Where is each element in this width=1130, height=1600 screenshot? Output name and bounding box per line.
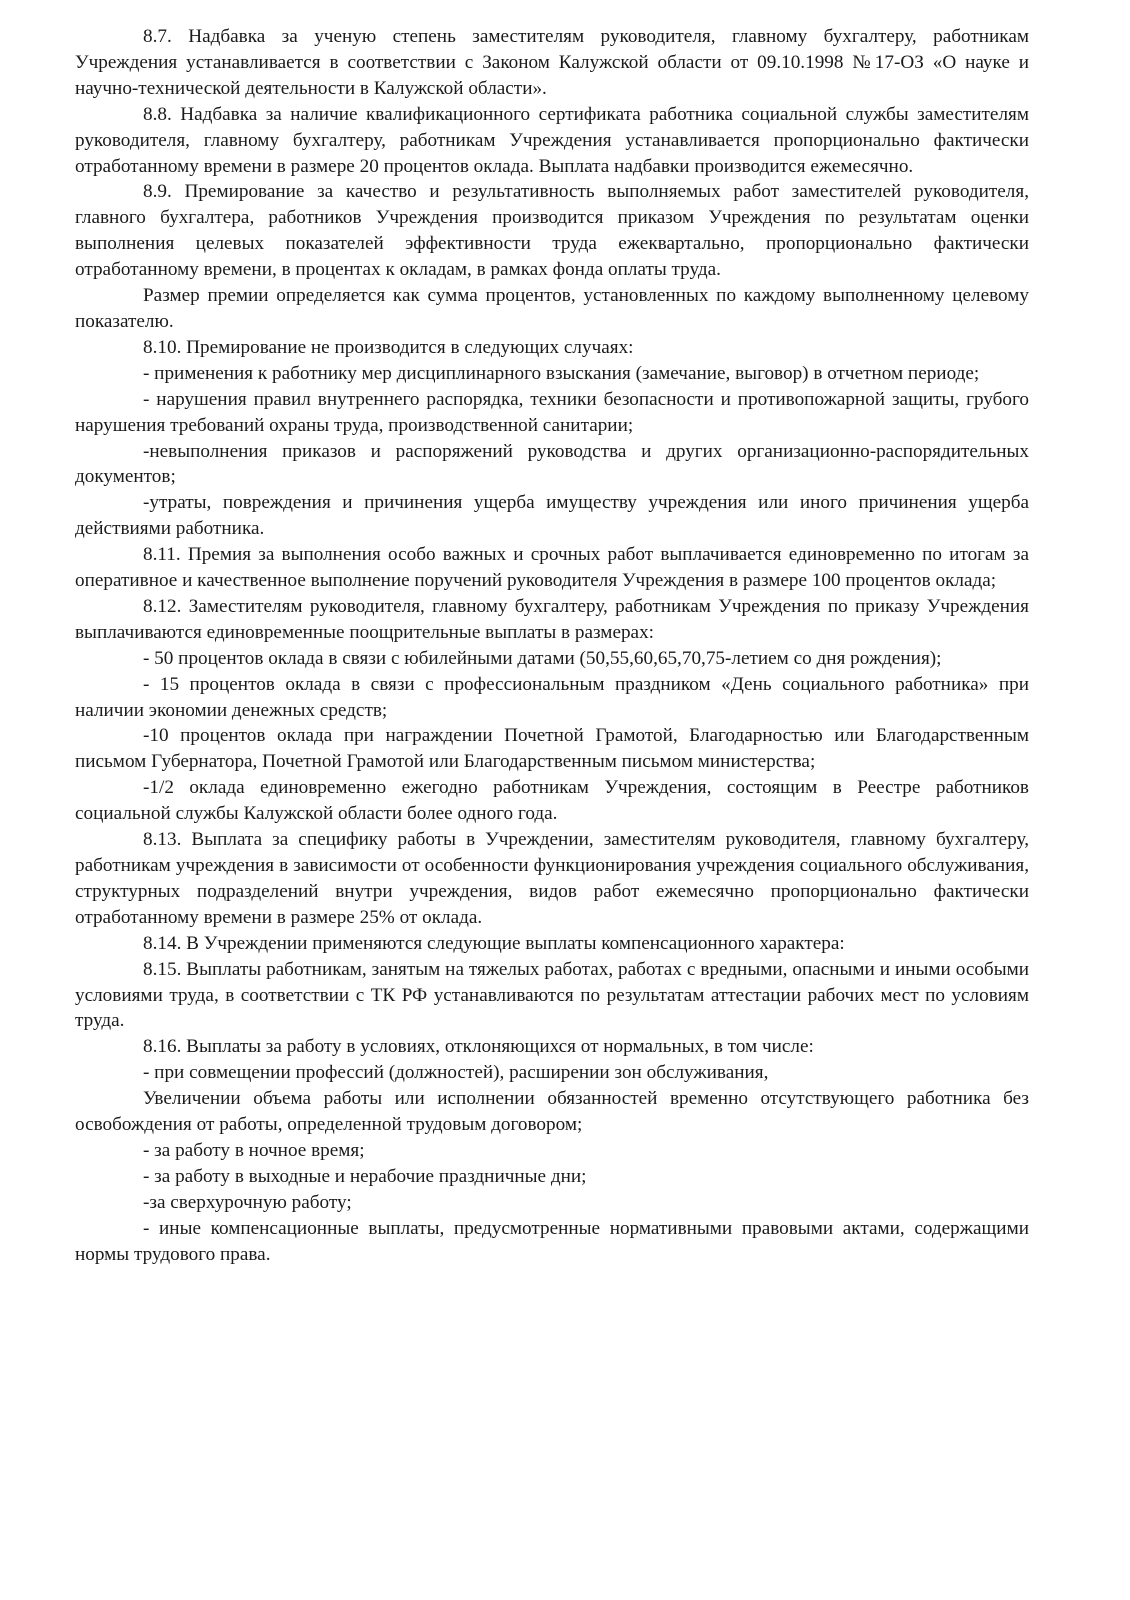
paragraph-8-7: 8.7. Надбавка за ученую степень заместителям руководителя, главному бухгалтеру, работникам Учреждения устанавливается в соответствии с Законом Калужской области от 09.10.1998 №17-ОЗ «О науке и научно-технической деятельности в Калужской области». (75, 26, 1029, 99)
list-item: Увеличении объема работы или исполнении обязанностей временно отсутствующего работника без освобождения от работы, определенной трудовым договором; (75, 1088, 1029, 1136)
list-item: - иные компенсационные выплаты, предусмотренные нормативными правовыми актами, содержащими нормы трудового права. (75, 1217, 1029, 1265)
paragraph-bonus-size: Размер премии определяется как сумма процентов, установленных по каждому выполненному целевому показателю. (75, 285, 1029, 332)
paragraph-8-11: 8.11. Премия за выполнения особо важных и срочных работ выплачивается единовременно по итогам за оперативное и качественное выполнение поручений руководителя Учреждения в размере 100 процентов оклада; (75, 544, 1029, 592)
document-page (75, 24, 1029, 1268)
list-item: - нарушения правил внутреннего распорядка, техники безопасности и противопожарной защиты, грубого нарушения требований охраны труда, производственной санитарии; (75, 388, 1029, 436)
list-item: -10 процентов оклада при награждении Почетной Грамотой, Благодарностью или Благодарственным письмом Губернатора, Почетной Грамотой или Благодарственным письмом министерства; (75, 725, 1029, 773)
list-item: - 50 процентов оклада в связи с юбилейными датами (50,55,60,65,70,75-летием со дня рождения); (143, 647, 942, 669)
list-item: - применения к работнику мер дисциплинарного взыскания (замечание, выговор) в отчетном периоде; (143, 362, 980, 384)
list-item: -утраты, повреждения и причинения ущерба имуществу учреждения или иного причинения ущерба действиями работника. (75, 492, 1029, 540)
list-item: - при совмещении профессий (должностей), расширении зон обслуживания, (143, 1062, 769, 1084)
paragraph-8-14: 8.14. В Учреждении применяются следующие выплаты компенсационного характера: (143, 932, 845, 954)
paragraph-8-8: 8.8. Надбавка за наличие квалификационного сертификата работника социальной службы заместителям руководителя, главному бухгалтеру, работникам Учреждения устанавливается пропорционально фактически отработанному времени в размере 20 процентов оклада. Выплата надбавки производится ежемесячно. (75, 103, 1029, 177)
paragraph-8-16: 8.16. Выплаты за работу в условиях, отклоняющихся от нормальных, в том числе: (143, 1036, 814, 1058)
paragraph-8-9: 8.9. Премирование за качество и результативность выполняемых работ заместителей руководителя, главного бухгалтера, работников Учреждения производится приказом Учреждения по результатам оценки выполнения целевых показателей эффективности труда ежеквартально, пропорционально фактически отработанному времени, в процентах к окладам, в рамках фонда оплаты труда. (75, 181, 1029, 281)
paragraph-8-15: 8.15. Выплаты работникам, занятым на тяжелых работах, работах с вредными, опасными и иными особыми условиями труда, в соответствии с ТК РФ устанавливаются по результатам аттестации рабочих мест по условиям труда. (75, 958, 1029, 1032)
paragraph-8-12: 8.12. Заместителям руководителя, главному бухгалтеру, работникам Учреждения по приказу Учреждения выплачиваются единовременные поощрительные выплаты в размерах: (75, 595, 1029, 643)
paragraph-8-13: 8.13. Выплата за специфику работы в Учреждении, заместителям руководителя, главному бухгалтеру, работникам учреждения в зависимости от особенности функционирования учреждения социального обслуживания, структурных подразделений внутри учреждения, видов работ ежемесячно пропорционально фактически отработанному времени в размере 25% от оклада. (75, 829, 1029, 928)
list-item: - за работу в ночное время; (143, 1139, 365, 1161)
list-item: -невыполнения приказов и распоряжений руководства и других организационно-распорядительных документов; (75, 440, 1029, 488)
list-item: -за сверхурочную работу; (143, 1191, 352, 1213)
list-item: -1/2 оклада единовременно ежегодно работникам Учреждения, состоящим в Реестре работников социальной службы Калужской области более одного года. (75, 777, 1029, 825)
list-item: - за работу в выходные и нерабочие праздничные дни; (143, 1165, 587, 1187)
list-item: - 15 процентов оклада в связи с профессиональным праздником «День социального работника» при наличии экономии денежных средств; (75, 673, 1029, 721)
paragraph-8-10: 8.10. Премирование не производится в следующих случаях: (143, 336, 634, 358)
